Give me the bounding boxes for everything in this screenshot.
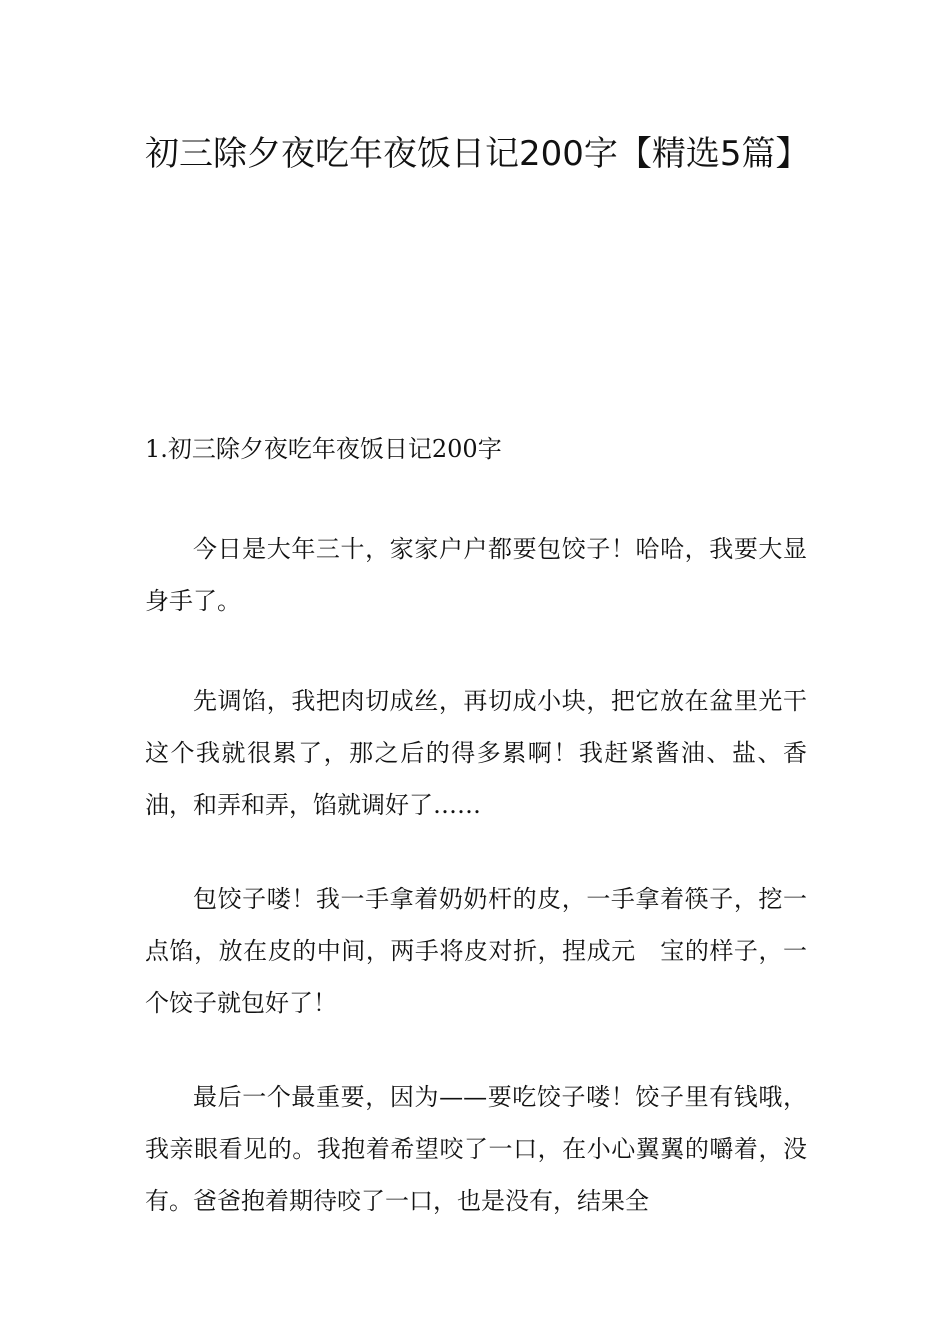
section-heading: 1.初三除夕夜吃年夜饭日记200字 — [145, 435, 502, 463]
document-title: 初三除夕夜吃年夜饭日记200字【精选5篇】 — [145, 134, 810, 174]
paragraph-4: 最后一个最重要，因为——要吃饺子喽！饺子里有钱哦，我亲眼看见的。我抱着希望咬了一口，在小心翼翼的嚼着，没有。爸爸抱着期待咬了一口，也是没有，结果全 — [145, 1083, 807, 1215]
paragraph-2: 先调馅，我把肉切成丝，再切成小块，把它放在盆里光干这个我就很累了，那之后的得多累啊！我赶紧酱油、盐、香油，和弄和弄，馅就调好了…… — [145, 687, 807, 819]
paragraph-1: 今日是大年三十，家家户户都要包饺子！哈哈，我要大显身手了。 — [145, 535, 807, 615]
paragraph-3: 包饺子喽！我一手拿着奶奶杆的皮，一手拿着筷子，挖一点馅，放在皮的中间，两手将皮对折，捏成元 宝的样子，一个饺子就包好了！ — [145, 885, 807, 1017]
